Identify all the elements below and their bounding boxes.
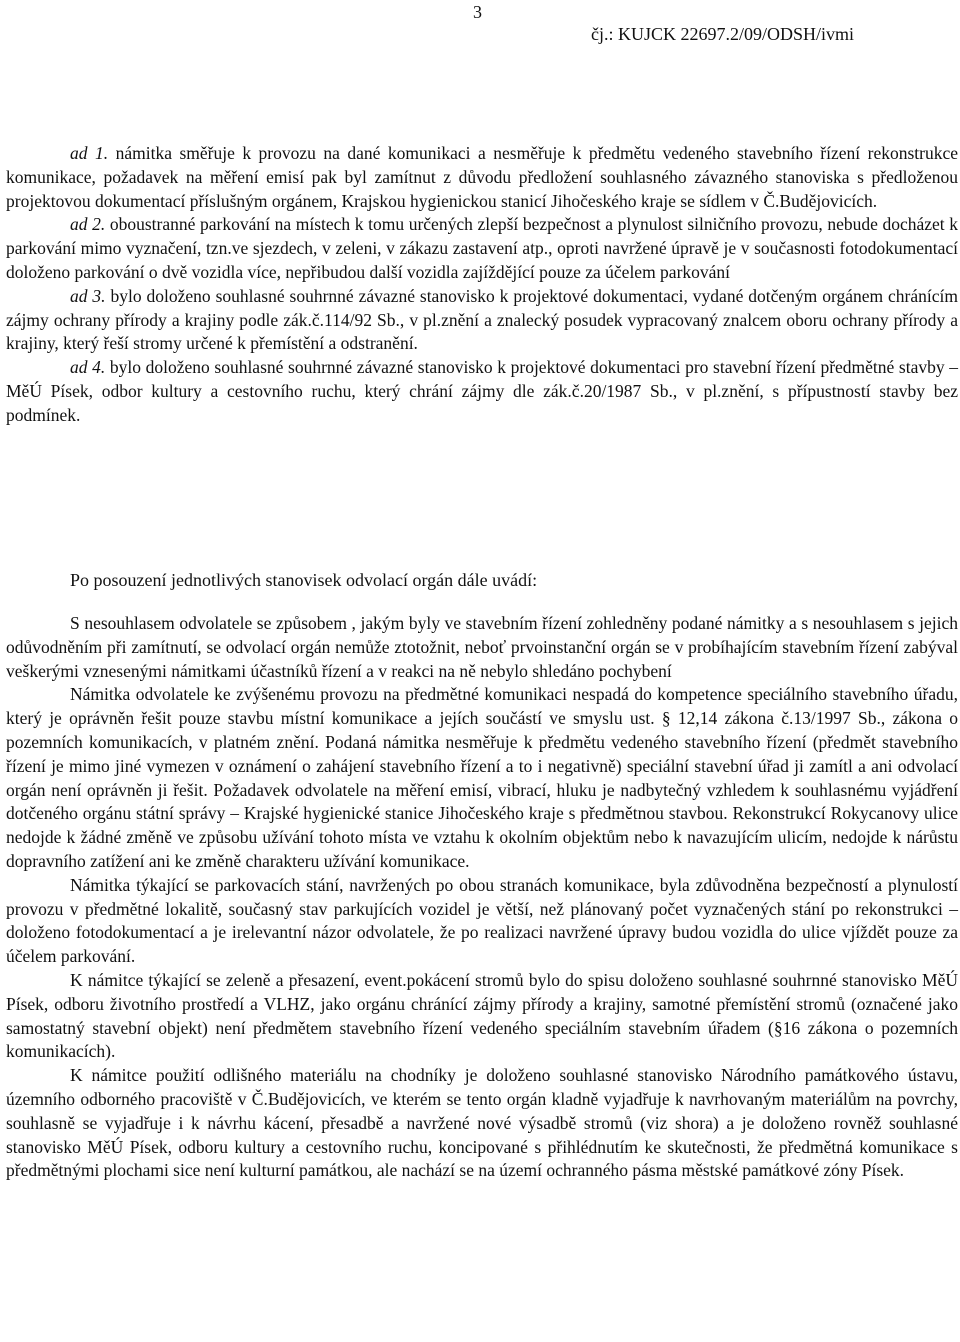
objection-text: námitka směřuje k provozu na dané komunikaci a nesměřuje k předmětu vedeného stavebního řízení rekonstrukce komunikace, požadavek na měření emisí pak byl zamítnut z důvodu předložení souhlasného závazného stanoviska s předloženou projektovou dokumentací příslušným orgánem, Krajskou hygienickou stanicí Jihočeského kraje se sídlem v Č.Budějovicích. [6,143,959,211]
paragraph: K námitce týkající se zeleně a přesazení, event.pokácení stromů bylo do spisu doloženo souhlasné souhrnné stanovisko MěÚ Písek, odboru životního prostředí a VLHZ, jako orgánu chránící zájmy přírody a krajiny, samotné přemístění stromů (označené jako samostatný stavební objekt) není předmětem stavebního řízení vedeného speciálním stavebním úřadem (§16 zákona o pozemních komunikacích). [6,969,958,1062]
appeal-assessment [6,568,958,1183]
objection-ad1 [6,142,958,213]
objection-label: ad 1. [70,143,109,163]
objection-ad3 [6,285,958,356]
objection-label: ad 2. [70,214,106,235]
paragraph: K námitce použití odlišného materiálu na chodníky je doloženo souhlasné stanovisko Národního památkového ústavu, územního odborného pracoviště v Č.Budějovicích, ve kterém se tento orgán kladně vyjadřuje k navrhovaným materiálům na povrchy, souhlasně se vyjadřuje i k návrhu kácení, přesadbě a navržené nové výsadbě stromů (viz shora) a je doloženo rovněž souhlasné stanovisko MěÚ Písek, odboru kultury a cestovního ruchu, koncipované s přihlédnutím ke skutečnosti, že předmětná komunikace s předmětnými plochami sice není kulturní památkou, ale nachází se na území ochranného pásma městské památkové zóny Písek. [6,1065,958,1181]
objection-responses [6,142,958,428]
objection-text: bylo doloženo souhlasné souhrnné závazné stanovisko k projektové dokumentaci pro stavební řízení předmětné stavby – MěÚ Písek, odbor kultury a cestovního ruchu, který chrání zájmy dle zák.č.20/1987 Sb., v pl.znění, s přípustností stavby bez podmínek. [6,357,958,425]
objection-text: oboustranné parkování na místech k tomu určených zlepší bezpečnost a plynulost silničního provozu, nebude docházet k parkování mimo vyznačení, tzn.ve sjezdech, v zeleni, v zákazu zastavení atp., oproti navržené úpravě je v současnosti fotodokumentací doloženo parkování o dvě vozidla více, nepřibudou další vozidla zajíždějící pouze za účelem parkování [6,214,959,282]
paragraph: Námitka odvolatele ke zvýšenému provozu na předmětné komunikaci nespadá do kompetence speciálního stavebního úřadu, který je oprávněn řešit pouze stavbu místní komunikace a jejích součástí ve smyslu ust. § 12,14 zákona č.13/1997 Sb., zákona o pozemních komunikacích, v platném znění. Podaná námitka nesměřuje k předmětu vedeného stavebního řízení (předmět stavebního řízení je mimo jiné vymezen v oznámení o zahájení stavebního řízení a to i negativně) speciální stavební úřad ji zamítl a ani odvolací orgán není oprávněn ji řešit. Požadavek odvolatele na měření emisí, vibrací, hluku je nadbytečný vzhledem k souhlasnému vyjádření dotčeného orgánu státní správy – Krajské hygienické stanice Jihočeského kraje s předmětnou stavbou. Rekonstrukcí Rokycanovy ulice nedojde k žádné změně ve způsobu užívání tohoto místa ve vztahu k okolním objektům nebo k navazujícím ulicím, nedojde k nárůstu dopravního zatížení ani ke změně charakteru užívání komunikace. [6,684,958,871]
reference-number: čj.: KUJCK 22697.2/09/ODSH/ivmi [590,24,854,44]
section-heading: Po posouzení jednotlivých stanovisek odvolací orgán dále uvádí: [70,570,538,590]
spacer [6,592,958,612]
paragraph: S nesouhlasem odvolatele se způsobem , jakým byly ve stavebním řízení zohledněny podané námitky a s nesouhlasem s jejich odůvodněním při zamítnutí, se odvolací orgán nemůže ztotožnit, neboť prvoinstanční orgán se v probíhajícím stavebním řízení zabýval veškerými vznesenými námitkami účastníků řízení a v reakci na ně nebylo shledáno pochybení [6,613,958,681]
paragraph: Námitka týkající se parkovacích stání, navržených po obou stranách komunikace, byla zdůvodněna bezpečností a plynulostí provozu v předmětné lokalitě, současný stav parkujících vozidel je větší, než plánovaný počet vyznačených stání po rekonstrukci – doloženo fotodokumentací a je irelevantní názor odvolatele, že po realizaci navržené úpravy budou vozidla do ulice vjíždět pouze za účelem parkování. [6,874,958,967]
objection-text: bylo doloženo souhlasné souhrnné závazné stanovisko k projektové dokumentaci, vydané dotčeným orgánem chránícím zájmy ochrany přírody a krajiny podle zák.č.114/92 Sb., v pl.znění a znalecký posudek vypracovaný znalcem oboru ochrany přírody a krajiny, který řeší stromy určené k přemístění a odstranění. [6,285,959,354]
page-number: 3 [473,2,482,22]
objection-ad2 [6,213,958,284]
objection-label: ad 3. [70,285,106,306]
objection-ad4 [6,356,958,427]
objection-label: ad 4. [70,357,106,378]
